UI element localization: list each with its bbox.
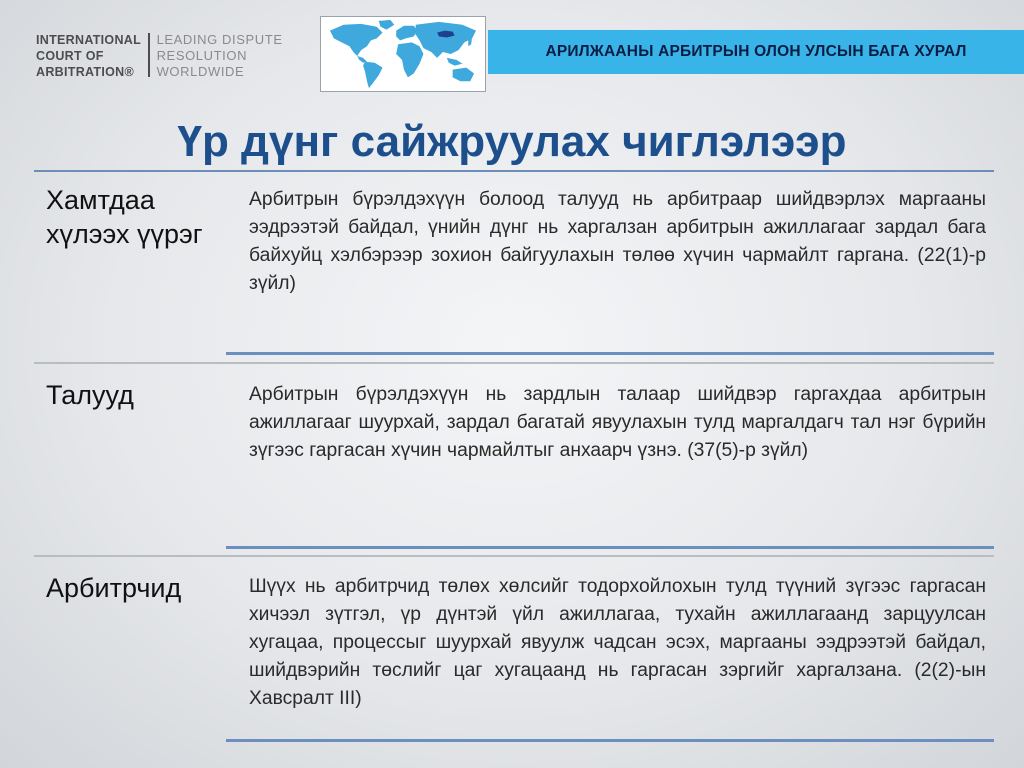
logo-divider [148, 33, 150, 77]
row-divider-accent [226, 546, 994, 549]
north-america-shape [330, 24, 383, 56]
row-divider-accent [226, 739, 994, 742]
logo-organization-name [36, 32, 141, 80]
row-label-arbitrators: Арбитрчид [46, 573, 182, 603]
world-map-graphic [321, 17, 485, 91]
conference-banner [488, 30, 1024, 74]
world-map-icon [320, 16, 486, 92]
row-text-arbitrators: Шүүх нь арбитрчид төлөх хөлсийг тодорхойлохын тулд түүний зүгээс гаргасан хичээл зүтгэл, үр дүнтэй үйл ажиллагаа, тухайн ажиллагаанд зарцуулсан хугацаа, процессыг шуурхай явуулж чадсан эсэх, маргааны ээдрээтэй байдал, шийдвэрийн төслийг цаг хугацаанд нь гаргасан зэргийг харгалзана. (2(2)-ын Хавсралт III) [249, 576, 986, 709]
greenland-shape [379, 20, 395, 30]
logo-left-line: COURT OF [36, 49, 104, 63]
row-label-joint-duty: Хамтдаа хүлээх үүрэг [46, 185, 203, 249]
south-america-shape [363, 62, 382, 88]
logo-tagline [157, 32, 283, 80]
continents [330, 20, 476, 88]
central-america-shape [357, 56, 367, 63]
logo-right-line: LEADING DISPUTE [156, 32, 283, 47]
row-divider [34, 362, 994, 364]
asia-shape [416, 22, 476, 58]
europe-shape [396, 26, 417, 41]
banner-text: АРИЛЖААНЫ АРБИТРЫН ОЛОН УЛСЫН БАГА ХУРАЛ [545, 43, 967, 60]
row-divider [34, 555, 994, 557]
slide-title: Үр дүнг сайжруулах чиглэлээр [177, 117, 847, 166]
row-text-parties: Арбитрын бүрэлдэхүүн нь зардлын талаар шийдвэр гаргахдаа арбитрын ажиллагааг шуурхай, зардал багатай явуулахын тулд маргалдагч тал нэг бүрийн зүгээс гаргасан хүчин чармайлтыг анхаарч үзнэ. (37(5)-р зүйл) [249, 384, 986, 461]
row-divider-accent [226, 352, 994, 355]
logo-left-line: ARBITRATION® [36, 65, 134, 79]
africa-shape [396, 42, 423, 77]
title-underline [34, 170, 994, 172]
row-text-joint-duty: Арбитрын бүрэлдэхүүн болоод талууд нь арбитраар шийдвэрлэх маргааны ээдрээтэй байдал, үнийн дүнг нь харгалзан арбитрын ажиллагааг зардал бага байхуйц хэлбэрээр зохион байгуулахын төлөө хүчин чармайлт гаргана. (22(1)-р зүйл) [249, 189, 986, 294]
icc-logo [36, 32, 283, 80]
southeast-asia-shape [447, 58, 463, 66]
logo-left-line: INTERNATIONAL [36, 33, 142, 47]
logo-right-line: RESOLUTION [156, 48, 248, 63]
logo-right-line: WORLDWIDE [156, 64, 245, 79]
australia-shape [453, 68, 474, 82]
row-label-parties: Талууд [46, 380, 134, 410]
